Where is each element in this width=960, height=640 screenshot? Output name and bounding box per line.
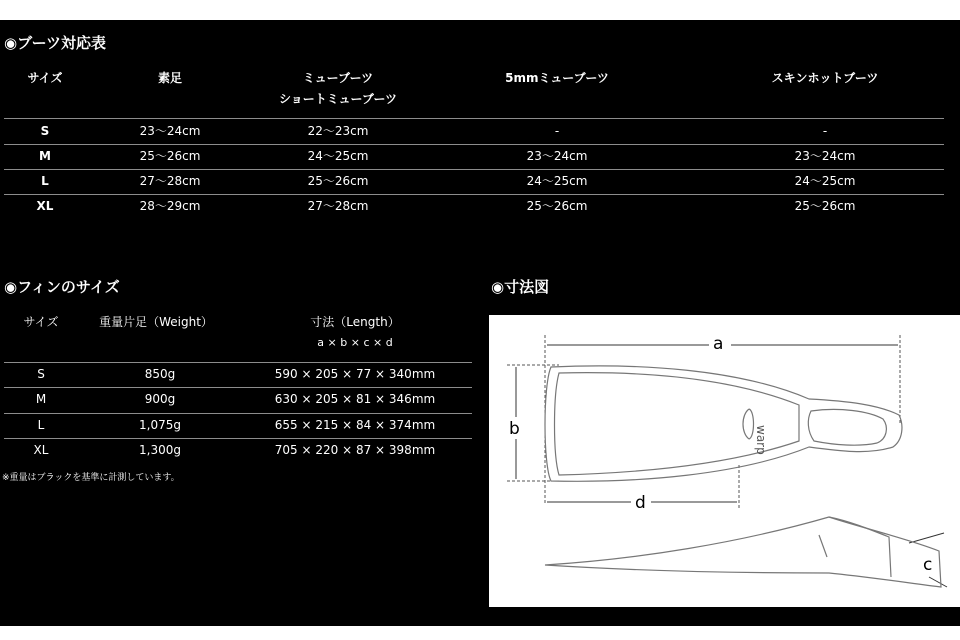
boots-header-skin: スキンホットブーツ [771,71,879,85]
boots-cell-skin: 23〜24cm [794,149,856,163]
fins-cell-size: M [35,392,47,406]
dimension-label-d: d [635,493,646,513]
fins-header-weight: 重量片足（Weight） [99,315,213,329]
boots-header-mule-line2: ショートミューブーツ [278,92,398,106]
boots-cell-barefoot: 27〜28cm [139,174,201,188]
boots-cell-skin: - [822,124,828,138]
boots-cell-mule5: 25〜26cm [526,199,588,213]
boots-header-mule [258,68,418,110]
fin-top-view [545,366,902,481]
boots-cell-mule: 27〜28cm [307,199,369,213]
boots-cell-barefoot: 25〜26cm [139,149,201,163]
fin-diagram-svg [489,315,960,607]
fins-cell-length: 655 × 215 × 84 × 374mm [274,418,436,432]
boots-cell-skin: 25〜26cm [794,199,856,213]
boots-header-size: サイズ [27,71,63,85]
boots-cell-mule5: 24〜25cm [526,174,588,188]
boots-header-mule-line1: ミューブーツ [302,71,374,85]
boots-cell-mule: 24〜25cm [307,149,369,163]
boots-cell-size: S [40,124,50,138]
fins-cell-length: 630 × 205 × 81 × 346mm [274,392,436,406]
fins-header-length: 寸法（Length） [310,315,400,329]
dimension-label-a: a [713,334,724,354]
page [0,20,960,626]
fin-dimension-diagram [489,315,960,607]
fins-cell-size: L [37,418,45,432]
dimension-label-b: b [509,419,520,439]
boots-cell-size: L [41,174,49,188]
boots-cell-mule: 22〜23cm [307,124,369,138]
fins-cell-weight: 900g [144,392,176,406]
boots-header-mule5: 5mmミューブーツ [505,71,609,85]
boots-cell-mule5: 23〜24cm [526,149,588,163]
boots-cell-skin: 24〜25cm [794,174,856,188]
dimensions-section-title: ◉寸法図 [491,278,550,296]
fins-cell-size: S [37,367,45,381]
boots-cell-mule5: - [554,124,560,138]
fins-cell-weight: 850g [144,367,176,381]
brand-text: warp [754,425,768,455]
dimension-label-c: c [923,555,933,575]
fins-cell-length: 705 × 220 × 87 × 398mm [274,443,436,457]
boots-cell-barefoot: 28〜29cm [139,199,201,213]
boots-section-title: ◉ブーツ対応表 [4,34,107,52]
fins-header-size: サイズ [23,315,59,329]
fins-cell-length: 590 × 205 × 77 × 340mm [274,367,436,381]
boots-cell-size: M [39,149,51,163]
boots-cell-mule: 25〜26cm [307,174,369,188]
fins-cell-weight: 1,075g [139,418,181,432]
fins-section-title: ◉フィンのサイズ [4,278,120,296]
fins-header-length-sub: a × b × c × d [317,336,393,349]
boots-header-barefoot: 素足 [157,71,182,85]
fins-cell-size: XL [33,443,49,457]
boots-cell-size: XL [36,199,54,213]
weight-note: ※重量はブラックを基準に計測しています。 [2,473,180,483]
fins-cell-weight: 1,300g [139,443,181,457]
fin-side-view [545,517,941,587]
boots-cell-barefoot: 23〜24cm [139,124,201,138]
